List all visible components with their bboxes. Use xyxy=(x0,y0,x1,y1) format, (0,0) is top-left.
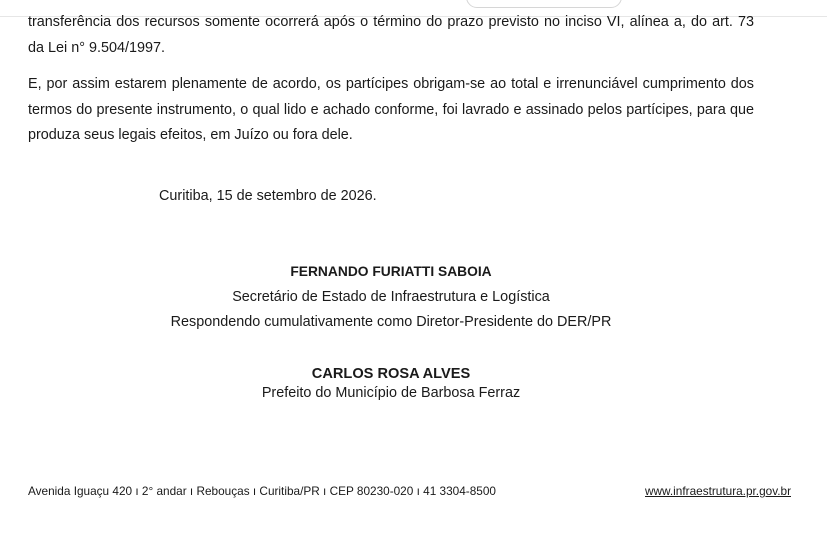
floating-toolbar-pill[interactable] xyxy=(466,0,622,8)
footer-address: Avenida Iguaçu 420 ı 2° andar ı Rebouças ı Curitiba/PR ı CEP 80230-020 ı 41 3304-8500 xyxy=(28,484,496,498)
signatory-role: Secretário de Estado de Infraestrutura e Logística xyxy=(232,289,550,305)
signatory-name: FERNANDO FURIATTI SABOIA xyxy=(290,264,492,279)
place-and-date: Curitiba, 15 de setembro de 2026. xyxy=(159,188,377,204)
paragraph-agreement-clause: E, por assim estarem plenamente de acordo, os partícipes obrigam-se ao total e irrenunciável cumprimento dos termos do presente instrumento, o qual lido e achado conforme, foi lavrado e assinado pelos partícipes, para que produza seus legais efeitos, em Juízo ou fora dele. xyxy=(28,76,754,143)
signature-block-secretary xyxy=(0,262,782,335)
signatory-role: Respondendo cumulativamente como Diretor-Presidente do DER/PR xyxy=(170,314,612,330)
signatory-name: CARLOS ROSA ALVES xyxy=(311,366,471,382)
signature-block-mayor xyxy=(0,364,782,402)
signatory-role: Prefeito do Município de Barbosa Ferraz xyxy=(261,385,521,401)
paragraph-transfer-clause: transferência dos recursos somente ocorrerá após o término do prazo previsto no inciso VI, alínea a, do art. 73 da Lei n° 9.504/1997. xyxy=(28,14,754,56)
footer-website-link[interactable]: www.infraestrutura.pr.gov.br xyxy=(645,484,791,498)
